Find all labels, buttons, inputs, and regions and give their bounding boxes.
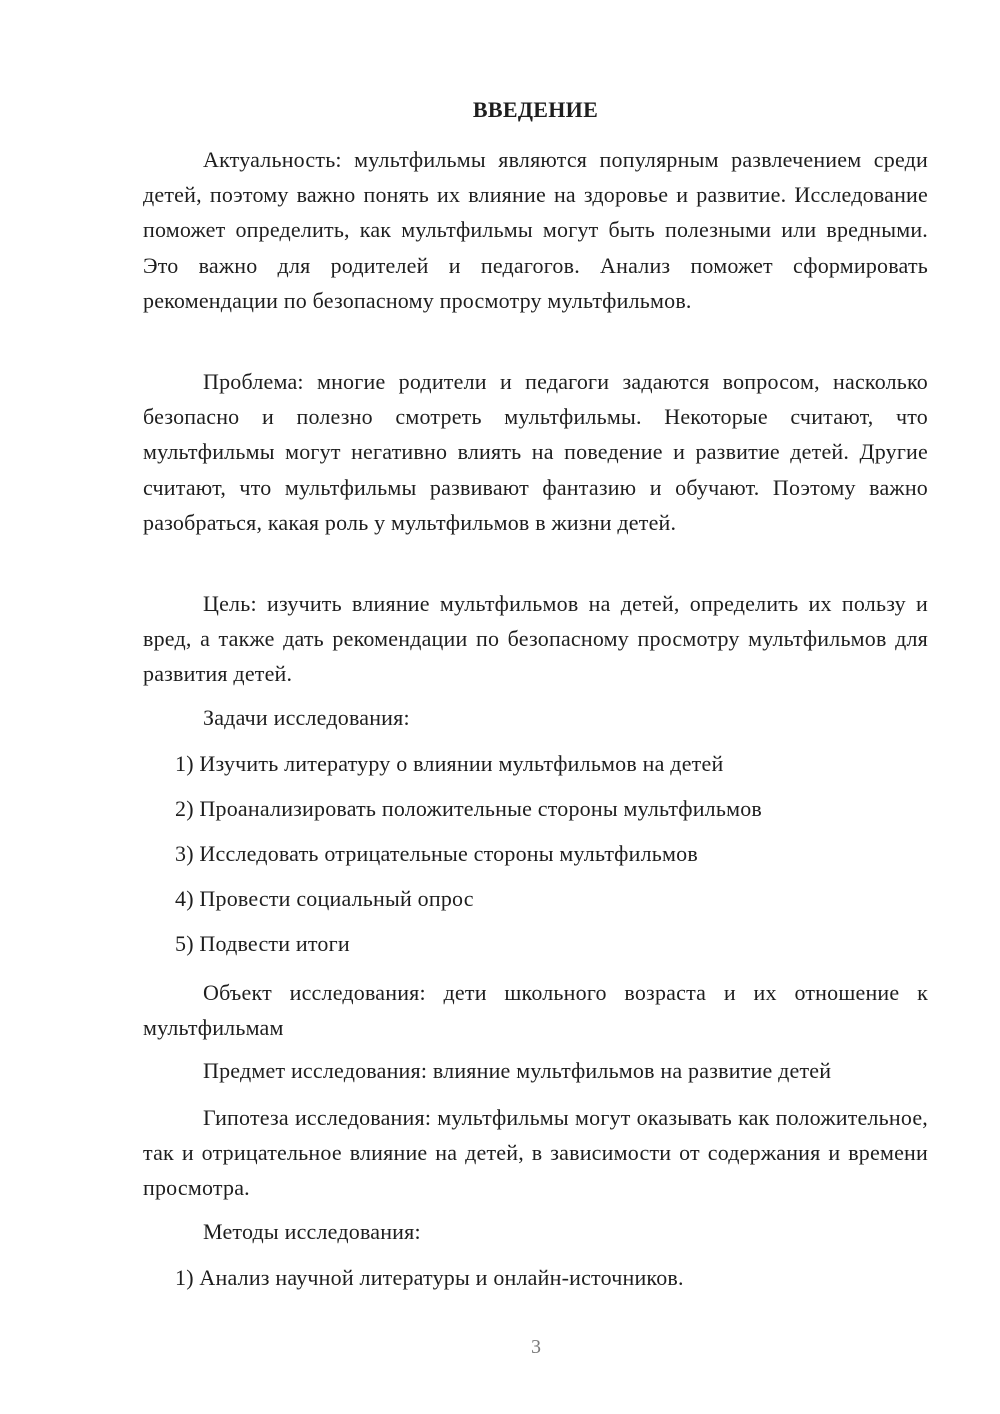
list-item-task-3: 3) Исследовать отрицательные стороны мультфильмов <box>175 841 698 866</box>
methods-title: Методы исследования: <box>203 1219 421 1244</box>
paragraph-relevance: Актуальность: мультфильмы являются популярным развлечением среди детей, поэтому важно понять их влияние на здоровье и развитие. Исследование поможет определить, как мультфильмы могут быть полезными или вредными. Это важно для родителей и педагогов. Анализ поможет сформировать рекомендации по безопасному просмотру мультфильмов. <box>143 147 928 313</box>
list-item-task-1: 1) Изучить литературу о влиянии мультфильмов на детей <box>175 751 724 776</box>
list-item-method-1: 1) Анализ научной литературы и онлайн-источников. <box>175 1265 684 1290</box>
paragraph-problem: Проблема: многие родители и педагоги задаются вопросом, насколько безопасно и полезно смотреть мультфильмы. Некоторые считают, что мультфильмы могут негативно влиять на поведение и развитие детей. Другие считают, что мультфильмы развивают фантазию и обучают. Поэтому важно разобраться, какая роль у мультфильмов в жизни детей. <box>143 369 928 535</box>
section-heading: ВВЕДЕНИЕ <box>472 97 599 122</box>
list-item-task-2: 2) Проанализировать положительные стороны мультфильмов <box>175 796 762 821</box>
paragraph-object: Объект исследования: дети школьного возраста и их отношение к мультфильмам <box>143 980 928 1041</box>
tasks-title: Задачи исследования: <box>203 705 410 730</box>
list-item-task-5: 5) Подвести итоги <box>175 931 350 956</box>
paragraph-hypothesis: Гипотеза исследования: мультфильмы могут оказывать как положительное, так и отрицательное влияние на детей, в зависимости от содержания и времени просмотра. <box>143 1105 928 1201</box>
page-number: 3 <box>531 1336 541 1358</box>
paragraph-goal: Цель: изучить влияние мультфильмов на детей, определить их пользу и вред, а также дать рекомендации по безопасному просмотру мультфильмов для развития детей. <box>143 591 928 687</box>
list-item-task-4: 4) Провести социальный опрос <box>175 886 474 911</box>
paragraph-subject: Предмет исследования: влияние мультфильмов на развитие детей <box>203 1058 832 1083</box>
